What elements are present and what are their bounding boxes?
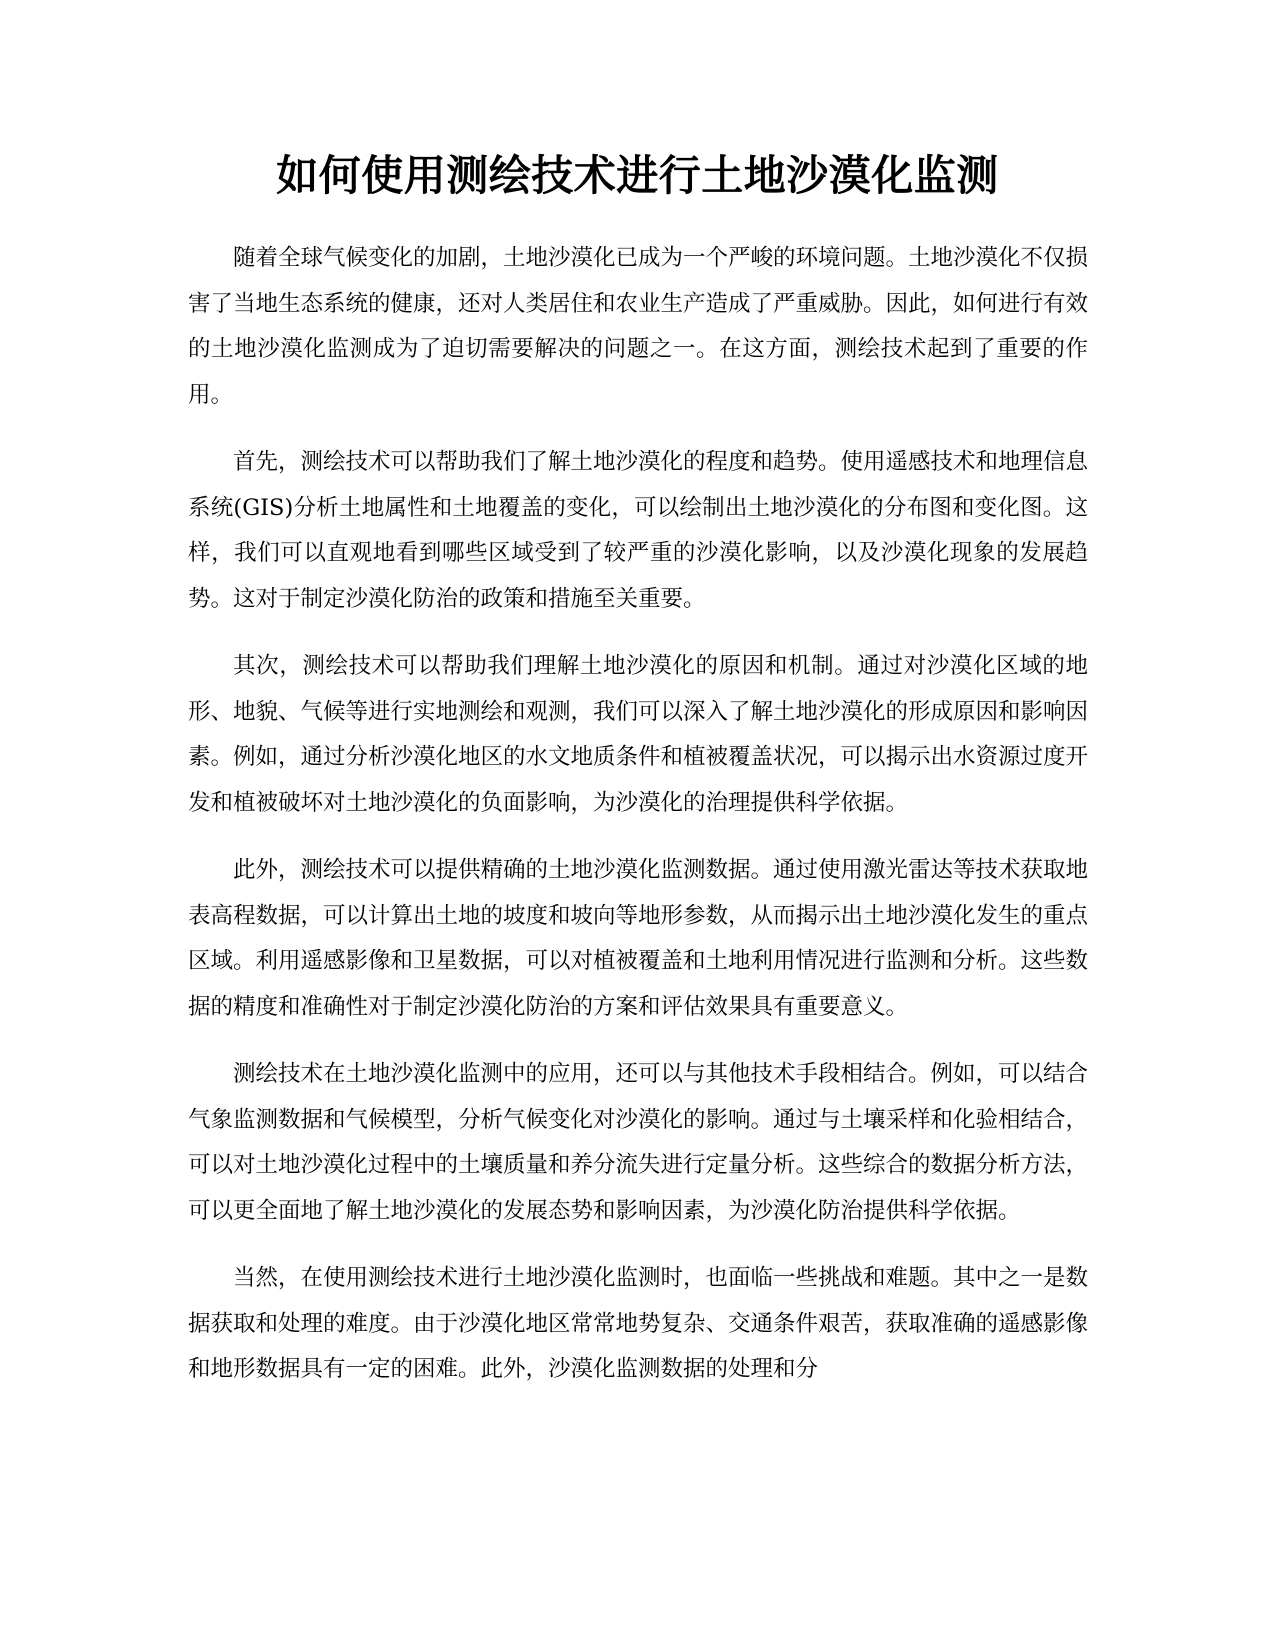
document-title: 如何使用测绘技术进行土地沙漠化监测 (276, 151, 999, 200)
paragraph: 测绘技术在土地沙漠化监测中的应用，还可以与其他技术手段相结合。例如，可以结合气象监测数据和气候模型，分析气候变化对沙漠化的影响。通过与土壤采样和化验相结合，可以对土地沙漠化过程中的土壤质量和养分流失进行定量分析。这些综合的数据分析方法，可以更全面地了解土地沙漠化的发展态势和影响因素，为沙漠化防治提供科学依据。 (188, 1061, 1089, 1224)
paragraph: 其次，测绘技术可以帮助我们理解土地沙漠化的原因和机制。通过对沙漠化区域的地形、地貌、气候等进行实地测绘和观测，我们可以深入了解土地沙漠化的形成原因和影响因素。例如，通过分析沙漠化地区的水文地质条件和植被覆盖状况，可以揭示出水资源过度开发和植被破坏对土地沙漠化的负面影响，为沙漠化的治理提供科学依据。 (188, 653, 1089, 816)
document-body (188, 236, 1088, 1415)
paragraph: 首先，测绘技术可以帮助我们了解土地沙漠化的程度和趋势。使用遥感技术和地理信息系统(GIS)分析土地属性和土地覆盖的变化，可以绘制出土地沙漠化的分布图和变化图。这样，我们可以直观地看到哪些区域受到了较严重的沙漠化影响，以及沙漠化现象的发展趋势。这对于制定沙漠化防治的政策和措施至关重要。 (188, 449, 1089, 612)
paragraph: 此外，测绘技术可以提供精确的土地沙漠化监测数据。通过使用激光雷达等技术获取地表高程数据，可以计算出土地的坡度和坡向等地形参数，从而揭示出土地沙漠化发生的重点区域。利用遥感影像和卫星数据，可以对植被覆盖和土地利用情况进行监测和分析。这些数据的精度和准确性对于制定沙漠化防治的方案和评估效果具有重要意义。 (188, 857, 1089, 1020)
paragraph: 随着全球气候变化的加剧，土地沙漠化已成为一个严峻的环境问题。土地沙漠化不仅损害了当地生态系统的健康，还对人类居住和农业生产造成了严重威胁。因此，如何进行有效的土地沙漠化监测成为了迫切需要解决的问题之一。在这方面，测绘技术起到了重要的作用。 (188, 245, 1089, 408)
paragraph: 当然，在使用测绘技术进行土地沙漠化监测时，也面临一些挑战和难题。其中之一是数据获取和处理的难度。由于沙漠化地区常常地势复杂、交通条件艰苦，获取准确的遥感影像和地形数据具有一定的困难。此外，沙漠化监测数据的处理和分 (188, 1265, 1089, 1382)
